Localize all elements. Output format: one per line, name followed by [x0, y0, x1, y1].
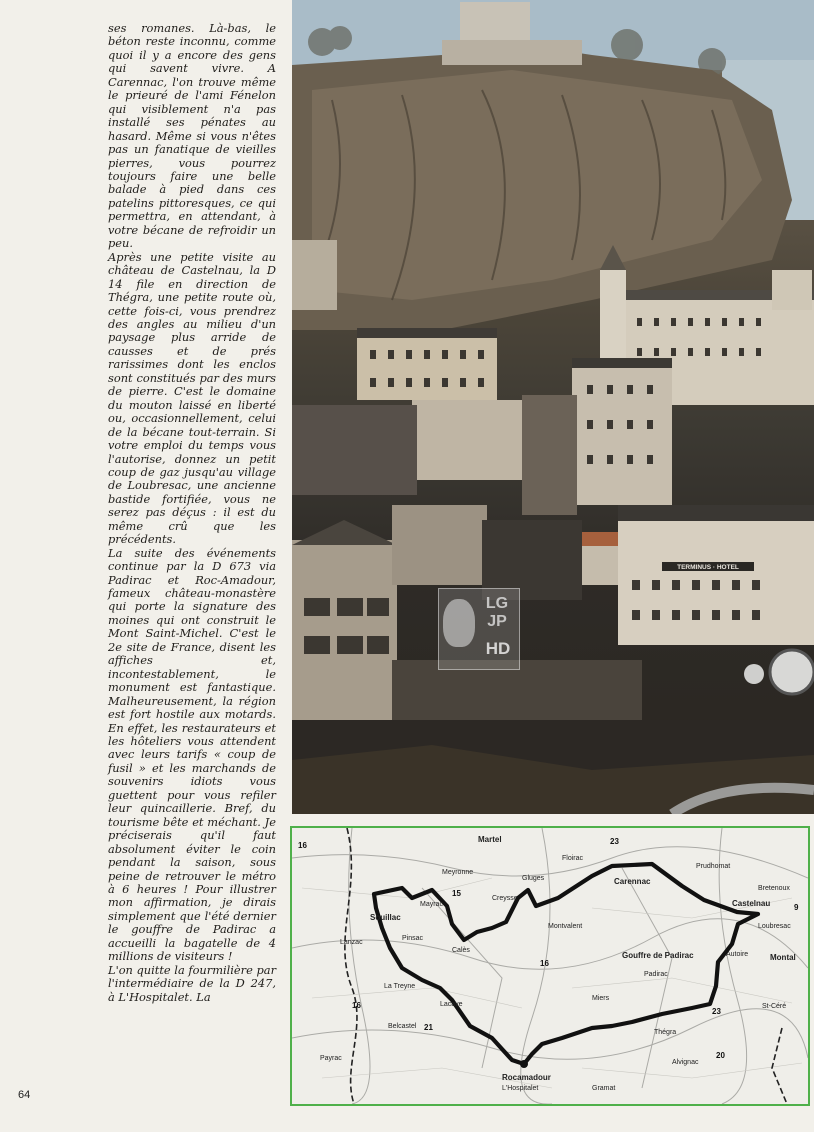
rocamadour-photo: [292, 0, 814, 814]
map-town: Pinsac: [402, 935, 424, 942]
map-town: Castelnau: [732, 899, 771, 908]
map-town: Prudhomat: [696, 863, 731, 870]
map-town: Thégra: [654, 1029, 677, 1036]
map-town: Padirac: [644, 971, 668, 978]
map-town: La Treyne: [384, 983, 416, 990]
article-paragraph: L'on quitte la fourmilière par l'intermédiaire de la D 247, à L'Hospitalet. La: [108, 962, 277, 1004]
map-town: Autoire: [726, 951, 749, 958]
article-text-column: [108, 22, 276, 1004]
map-road-number: 20: [716, 1051, 725, 1060]
map-town: Miers: [592, 995, 610, 1002]
map-town: Belcastel: [388, 1023, 417, 1030]
map-town: Gouffre de Padirac: [622, 951, 694, 960]
map-town: Gramat: [592, 1085, 616, 1092]
map-town: Loubresac: [758, 923, 791, 930]
map-town: Souillac: [370, 913, 401, 922]
map-town: Creysse: [492, 895, 518, 902]
map-town: L'Hospitalet: [502, 1085, 539, 1092]
page-number: 64: [18, 1089, 31, 1101]
map-town: Meyronne: [442, 869, 474, 876]
map-town: Martel: [478, 835, 502, 844]
map-road-number: 16: [352, 1001, 361, 1010]
map-town: Lacave: [440, 1001, 463, 1008]
watermark-logo: [438, 588, 520, 670]
map-town: Calès: [452, 947, 470, 954]
map-town: Rocamadour: [502, 1073, 551, 1082]
map-town: Lanzac: [340, 939, 363, 946]
map-town: Bretenoux: [758, 885, 790, 892]
map-road-number: 9: [794, 903, 799, 912]
map-road-number: 15: [452, 889, 461, 898]
map-road-number: 23: [712, 1007, 721, 1016]
article-paragraph: ses romanes. Là-bas, le béton reste inconnu, comme quoi il y a encore des gens qui savent vivre. A Carennac, l'on trouve même le prieuré de l'ami Fénelon qui visiblement n'a pas installé ses pénates au hasard. Même si vous n'êtes pas un fanatique de vieilles pierres, vous pourrez toujours faire une belle balade à pied dans ces patelins pittoresques, ce qui permettra, en attendant, à votre bécane de refroidir un peu.: [108, 21, 276, 251]
map-town: Floirac: [562, 855, 584, 862]
map-road-number: 23: [610, 837, 619, 846]
map-town: Carennac: [614, 877, 651, 886]
photo-illustration: [292, 0, 814, 814]
article-paragraph: La suite des événements continue par la D 673 via Padirac et Roc-Amadour, fameux château-monastère qui porte la signature des moines qui ont construit le Mont Saint-Michel. C'est le 2e site de France, disent les affiches et, incontestablement, le monument est fantastique. Malheureusement, la région est fort hostile aux motards. En effet, les restaurateurs et les hôteliers vous attendent avec leurs tarifs « coup de fusil » et les marchands de souvenirs idiots vous guettent pour vous refiler leur quincaillerie. Bref, du tourisme bête et méchant. Je préciserais qu'il faut absolument éviter le coin pendant la saison, sous peine de retrouver le métro à 6 heures ! Pour illustrer mon affirmation, je dirais simplement que l'été dernier le gouffre de Padirac a accueilli la bagatelle de 4 millions de visiteurs !: [108, 545, 276, 964]
map-town: Alvignac: [672, 1059, 699, 1066]
map-town: Mayrac: [420, 901, 443, 908]
map-town: Payrac: [320, 1055, 342, 1062]
map-town: Gluges: [522, 875, 545, 882]
map-road-number: 16: [298, 841, 307, 850]
map-road-number: 16: [540, 959, 549, 968]
map-illustration: [292, 828, 808, 1104]
article-paragraph: Après une petite visite au château de Castelnau, la D 14 file en direction de Thégra, une petite route où, cette fois-ci, vous prendrez des angles au milieu d'un paysage plus arride de causses et de prés rarissimes dont les enclos sont constitués par des murs de pierre. C'est le domaine du mouton laissé en liberté ou, occasionnellement, celui de la bécane tout-terrain. Si votre emploi du temps vous l'autorise, donnez un petit coup de gaz jusqu'au village de Loubresac, une ancienne bastide fortifiée, vous ne serez pas déçus : il est du même crû que les précédents.: [108, 249, 276, 547]
map-town: Montal: [770, 953, 796, 962]
map-town: Montvalent: [548, 923, 583, 930]
map-road-number: 21: [424, 1023, 433, 1032]
watermark-letters: LG JP: [485, 595, 509, 630]
watermark-portrait: [443, 599, 475, 647]
map-town: St-Céré: [762, 1003, 787, 1010]
route-map: [290, 826, 810, 1106]
hotel-sign: TERMINUS · HOTEL: [677, 564, 739, 571]
watermark-hd: HD: [485, 639, 511, 658]
